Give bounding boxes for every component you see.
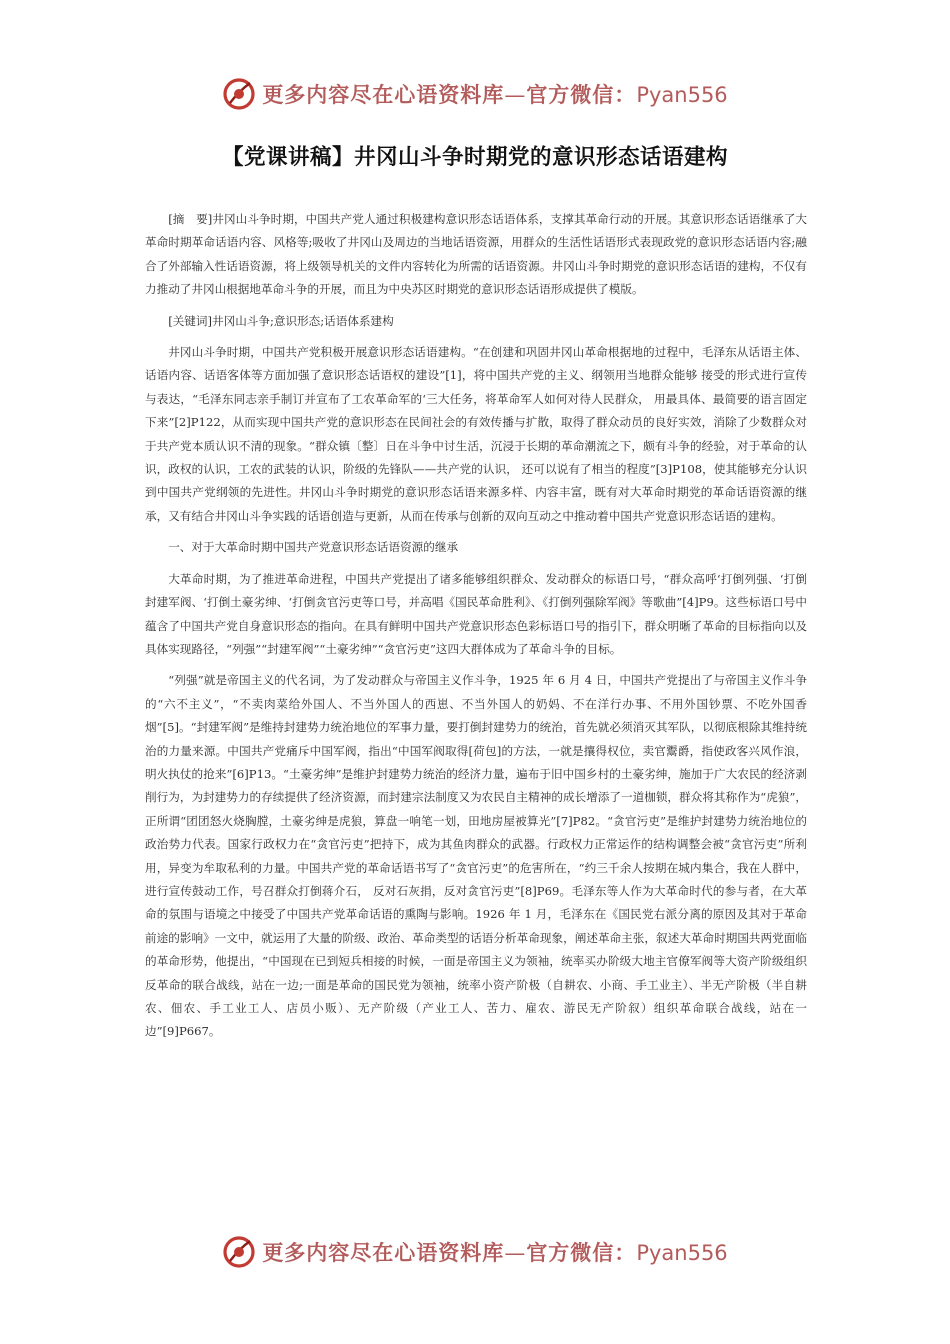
- banner-channel-text: 官方微信：: [526, 1241, 637, 1265]
- banner-text: [262, 1237, 727, 1267]
- body-paragraph: 井冈山斗争时期，中国共产党积极开展意识形态话语建构。“在创建和巩固井冈山革命根据地的过程中，毛泽东从话语主体、话语内容、话语客体等方面加强了意识形态话语权的建设”[1]，将中国共产党的主义、纲领用当地群众能够 接受的形式进行宣传与表达，“毛泽东同志亲手制订并宣布了工农革命军的‘三大任务，将革命军人如何对待人民群众， 用最具体、最简要的语言固定下来”[2]P122，从而实现中国共产党的意识形态在民间社会的有效传播与扩散，取得了群众动员的良好实效，消除了少数群众对于共产党本质认识不清的现象。“群众镇〔整〕日在斗争中讨生活，沉浸于长期的革命潮流之下，颇有斗争的经验，对于革命的认识，政权的认识，工农的武装的认识，阶级的先锋队——共产党的认识， 还可以说有了相当的程度”[3]P108，使其能够充分认识到中国共产党纲领的先进性。井冈山斗争时期党的意识形态话语来源多样、内容丰富，既有对大革命时期党的革命话语资源的继承，又有结合井冈山斗争实践的话语创造与更新，从而在传承与创新的双向互动之中推动着中国共产党意识形态话语的建构。: [145, 345, 807, 523]
- document-title: 【党课讲稿】井冈山斗争时期党的意识形态话语建构: [221, 145, 728, 170]
- banner-wechat-id: Pyan556: [636, 83, 728, 107]
- section-heading: 一、对于大革命时期中国共产党意识形态话语资源的继承: [168, 540, 459, 555]
- body-paragraph: 大革命时期，为了推进革命进程，中国共产党提出了诸多能够组织群众、发动群众的标语口号，“群众高呼‘打倒列强、‘打倒封建军阀、‘打倒土豪劣绅、‘打倒贪官污吏等口号，并高唱《国民革命胜利》、《打倒列强除军阀》等歌曲”[4]P9。这些标语口号中蕴含了中国共产党自身意识形态的指向。在具有鲜明中国共产党意识形态色彩标语口号的指引下，群众明晰了革命的目标指向以及具体实现路径，“列强”“封建军阀”“土豪劣绅”“贪官污吏”这四大群体成为了革命斗争的目标。: [145, 571, 807, 656]
- logo-icon: [222, 1235, 256, 1269]
- banner-text: [262, 79, 727, 109]
- banner-main-text: 更多内容尽在心语资料库: [262, 83, 505, 107]
- footer-banner: [0, 1232, 950, 1272]
- document-body: [145, 208, 807, 1052]
- abstract-paragraph: [摘 要]井冈山斗争时期，中国共产党人通过积极建构意识形态话语体系，支撑其革命行动的开展。其意识形态话语继承了大革命时期革命话语内容、风格等;吸收了井冈山及周边的当地话语资源，用群众的生活性话语形式表现政党的意识形态话语内容;融合了外部输入性话语资源，将上级领导机关的文件内容转化为所需的话语资源。井冈山斗争时期党的意识形态话语的建构，不仅有力推动了井冈山根据地革命斗争的开展，而且为中央苏区时期党的意识形态话语形成提供了模版。: [145, 212, 807, 297]
- banner-separator: —: [504, 83, 527, 107]
- banner-wechat-id: Pyan556: [636, 1241, 728, 1265]
- banner-channel-text: 官方微信：: [526, 83, 637, 107]
- banner-separator: —: [504, 1241, 527, 1265]
- banner-main-text: 更多内容尽在心语资料库: [262, 1241, 505, 1265]
- header-banner: [0, 74, 950, 114]
- keywords-paragraph: [关键词]井冈山斗争;意识形态;话语体系建构: [168, 313, 394, 328]
- logo-icon: [222, 77, 256, 111]
- body-paragraph: “列强”就是帝国主义的代名词，为了发动群众与帝国主义作斗争，1925 年 6 月 4 日，中国共产党提出了与帝国主义作斗争的“六不主义”，“不卖肉菜给外国人、不当外国人的西崽、不当外国人的奶妈、不在洋行办事、不用外国钞票、不吃外国香烟”[5]。“封建军阀”是维持封建势力统治地位的军事力量，要打倒封建势力的统治，首先就必须消灭其军队，以彻底根除其维持统治的力量来源。中国共产党痛斥中国军阀，指出“中国军阀取得[荷包]的方法，一就是攘得权位，卖官鬻爵，指使政客兴风作浪，明火执仗的抢来”[6]P13。“土豪劣绅”是维护封建势力统治的经济力量，遍布于旧中国乡村的土豪劣绅，施加于广大农民的经济剥削行为，为封建势力的存续提供了经济资源，而封建宗法制度又为农民自主精神的成长增添了一道枷锁，群众将其称作为“虎狼”，正所谓“团团怒火烧胸膛，土豪劣绅是虎狼，算盘一响笔一划，田地房屋被算光”[7]P82。“贪官污吏”是维护封建势力统治地位的政治势力代表。国家行政权力在“贪官污吏”把持下，成为其鱼肉群众的武器。行政权力正常运作的结构调整会被“贪官污吏”所利用，异变为牟取私利的力量。中国共产党的革命话语书写了“贪官污吏”的危害所在，“约三千余人按期在城内集合，我在人群中，进行宣传鼓动工作，号召群众打倒蒋介石， 反对石灰捐，反对贪官污吏”[8]P69。毛泽东等人作为大革命时代的参与者，在大革命的氛围与语境之中接受了中国共产党革命话语的熏陶与影响。1926 年 1 月，毛泽东在《国民党右派分离的原因及其对于革命前途的影响》一文中，就运用了大量的阶级、政治、革命类型的话语分析革命现象，阐述革命主张，叙述大革命时期国共两党面临的革命形势，他提出，“中国现在已到短兵相接的时候，一面是帝国主义为领袖，统率买办阶级大地主官僚军阀等大资产阶级组织反革命的联合战线，站在一边;一面是革命的国民党为领袖，统率小资产阶极（自耕农、小商、手工业主）、半无产阶极（半自耕农、佃农、手工业工人、店员小贩）、无产阶级（产业工人、苦力、雇农、游民无产阶叙）组织革命联合战线，站在一边”[9]P667。: [145, 673, 807, 1039]
